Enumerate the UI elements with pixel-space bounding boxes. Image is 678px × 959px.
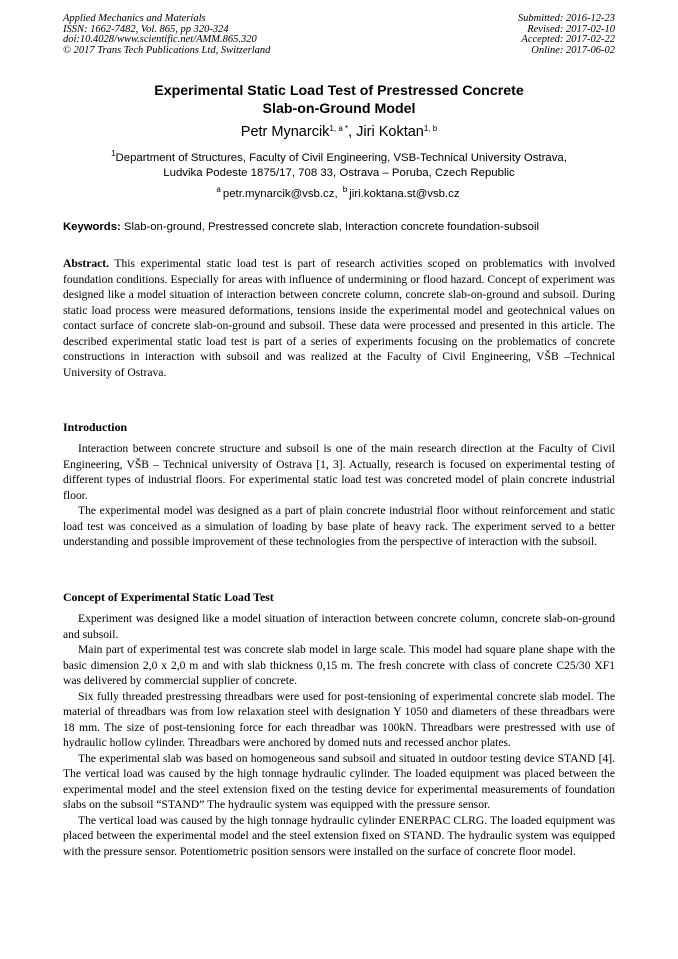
email-b-mark: b: [342, 185, 348, 194]
paragraph: Six fully threaded prestressing threadbars were used for post-tensioning of experimental concrete slab model. The material of threadbars was from low relaxation steel with designation Y 1050 and diameters of these threadbars were 18 mm. The size of post-tensioning force for each threadbar was 100kN. Threadbars were prestressed with use of hydraulic hollow cylinder. Threadbars were anchored by domed nuts and recessed anchor plates.: [63, 689, 615, 749]
issn-line: ISSN: 1662-7482, Vol. 865, pp 320-324: [63, 23, 229, 35]
keywords: [63, 220, 615, 234]
author-1-affil-mark: 1, a *: [329, 124, 349, 133]
title-line-1: Experimental Static Load Test of Prestressed Concrete: [154, 83, 524, 99]
author-2-affil-mark: 1, b: [423, 124, 438, 133]
section-introduction: [63, 420, 615, 550]
email-a-mark: a: [216, 185, 221, 194]
paragraph: Interaction between concrete structure and subsoil is one of the main research direction at the Faculty of Civil Engineering, VŠB – Technical university of Ostrava [1, 3]. Actually, research is focused on experimental testing of different types of industrial floors. For experimental static load test was concreted model of plain concrete industrial floor.: [63, 442, 615, 502]
paragraph: Main part of experimental test was concrete slab model in large scale. This model had square plane shape with the basic dimension 2,0 x 2,0 m and with slab thickness 0,15 m. The fresh concrete with class of concrete C25/30 XF1 was delivered by commercial supplier of concrete.: [63, 643, 615, 687]
abstract: [63, 256, 615, 380]
section-concept: [63, 590, 615, 859]
email-b[interactable]: jiri.koktana.st@vsb.cz: [349, 188, 460, 200]
revised-date: Revised: 2017-02-10: [527, 23, 615, 35]
online-date: Online: 2017-06-02: [531, 44, 615, 56]
keywords-text: Slab-on-ground, Prestressed concrete slab, Interaction concrete foundation-subsoil: [120, 221, 539, 233]
journal-name: Applied Mechanics and Materials: [63, 13, 206, 24]
affiliation-line-2: Ludvika Podeste 1875/17, 708 33, Ostrava – Poruba, Czech Republic: [163, 167, 515, 179]
accepted-date: Accepted: 2017-02-22: [521, 34, 615, 46]
paragraph: The experimental slab was based on homogeneous sand subsoil and situated in outdoor testing device STAND [4]. The vertical load was caused by the high tonnage hydraulic cylinder. The loaded equipment was placed between the experimental model and the steel extension fixed on the testing device for experimental measurements of foundation slabs on the subsoil “STAND” The hydraulic system was equipped with the pressure sensor.: [63, 751, 615, 811]
affiliation-line-1: $^1$Department of Structures, Faculty of Civil Engineering, VSB-Technical University Ostrava,: [111, 149, 567, 164]
author-emails: [63, 187, 615, 201]
submitted-date: Submitted: 2016-12-23: [517, 13, 615, 24]
copyright-line: © 2017 Trans Tech Publications Ltd, Switzerland: [63, 44, 271, 56]
abstract-text: This experimental static load test is part of research activities scoped on problematics with involved foundation conditions. Especially for areas with influence of undermining or flood hazard. Concept of experiment was designed like a model situation of interaction between concrete column, concrete slab-on-ground and subsoil. During static load process were measured deformations, tensions inside the experimental model and geotechnical values on contact surface of concrete slab-on-ground and subsoil. These data were processed and presented in this article. The described experimental static load test is part of a series of experiments focusing on the problematics of concrete constructions in interaction with subsoil and was realized at the Faculty of Civil Engineering, VŠB –Technical University of Ostrava.: [63, 257, 615, 379]
affiliation: [63, 151, 615, 181]
paragraph: The experimental model was designed as a part of plain concrete industrial floor without reinforcement and static load test was conceived as a simulation of loading by base plate of heavy rack. The experiment served to a better understanding and possible improvement of these technologies from the perspective of interaction with the subsoil.: [63, 504, 615, 548]
authors: [63, 123, 615, 141]
author-separator: ,: [348, 124, 357, 140]
publication-dates: [518, 14, 615, 56]
abstract-label: Abstract.: [63, 257, 110, 270]
paper-title: [63, 82, 615, 118]
concept-heading: Concept of Experimental Static Load Test: [63, 590, 274, 604]
paragraph: The vertical load was caused by the high tonnage hydraulic cylinder ENERPAC CLRG. The loaded equipment was placed between the experimental model and the steel extension fixed on STAND. The hydraulic system was equipped with the pressure sensor. Potentiometric position sensors were installed on the surface of concrete floor model.: [63, 813, 615, 858]
author-2-name: Jiri Koktan: [356, 124, 424, 140]
keywords-label: Keywords:: [63, 221, 121, 233]
journal-info: [63, 14, 270, 56]
email-a[interactable]: petr.mynarcik@vsb.cz,: [222, 188, 338, 200]
affiliation-mark: 1: [111, 149, 116, 158]
title-line-2: Slab-on-Ground Model: [262, 101, 416, 117]
introduction-heading: Introduction: [63, 420, 128, 434]
paragraph: Experiment was designed like a model situation of interaction between concrete column, concrete slab-on-ground and subsoil.: [63, 612, 615, 641]
author-1-name: Petr Mynarcik: [240, 124, 330, 140]
doi-line: doi:10.4028/www.scientific.net/AMM.865.320: [63, 34, 257, 46]
